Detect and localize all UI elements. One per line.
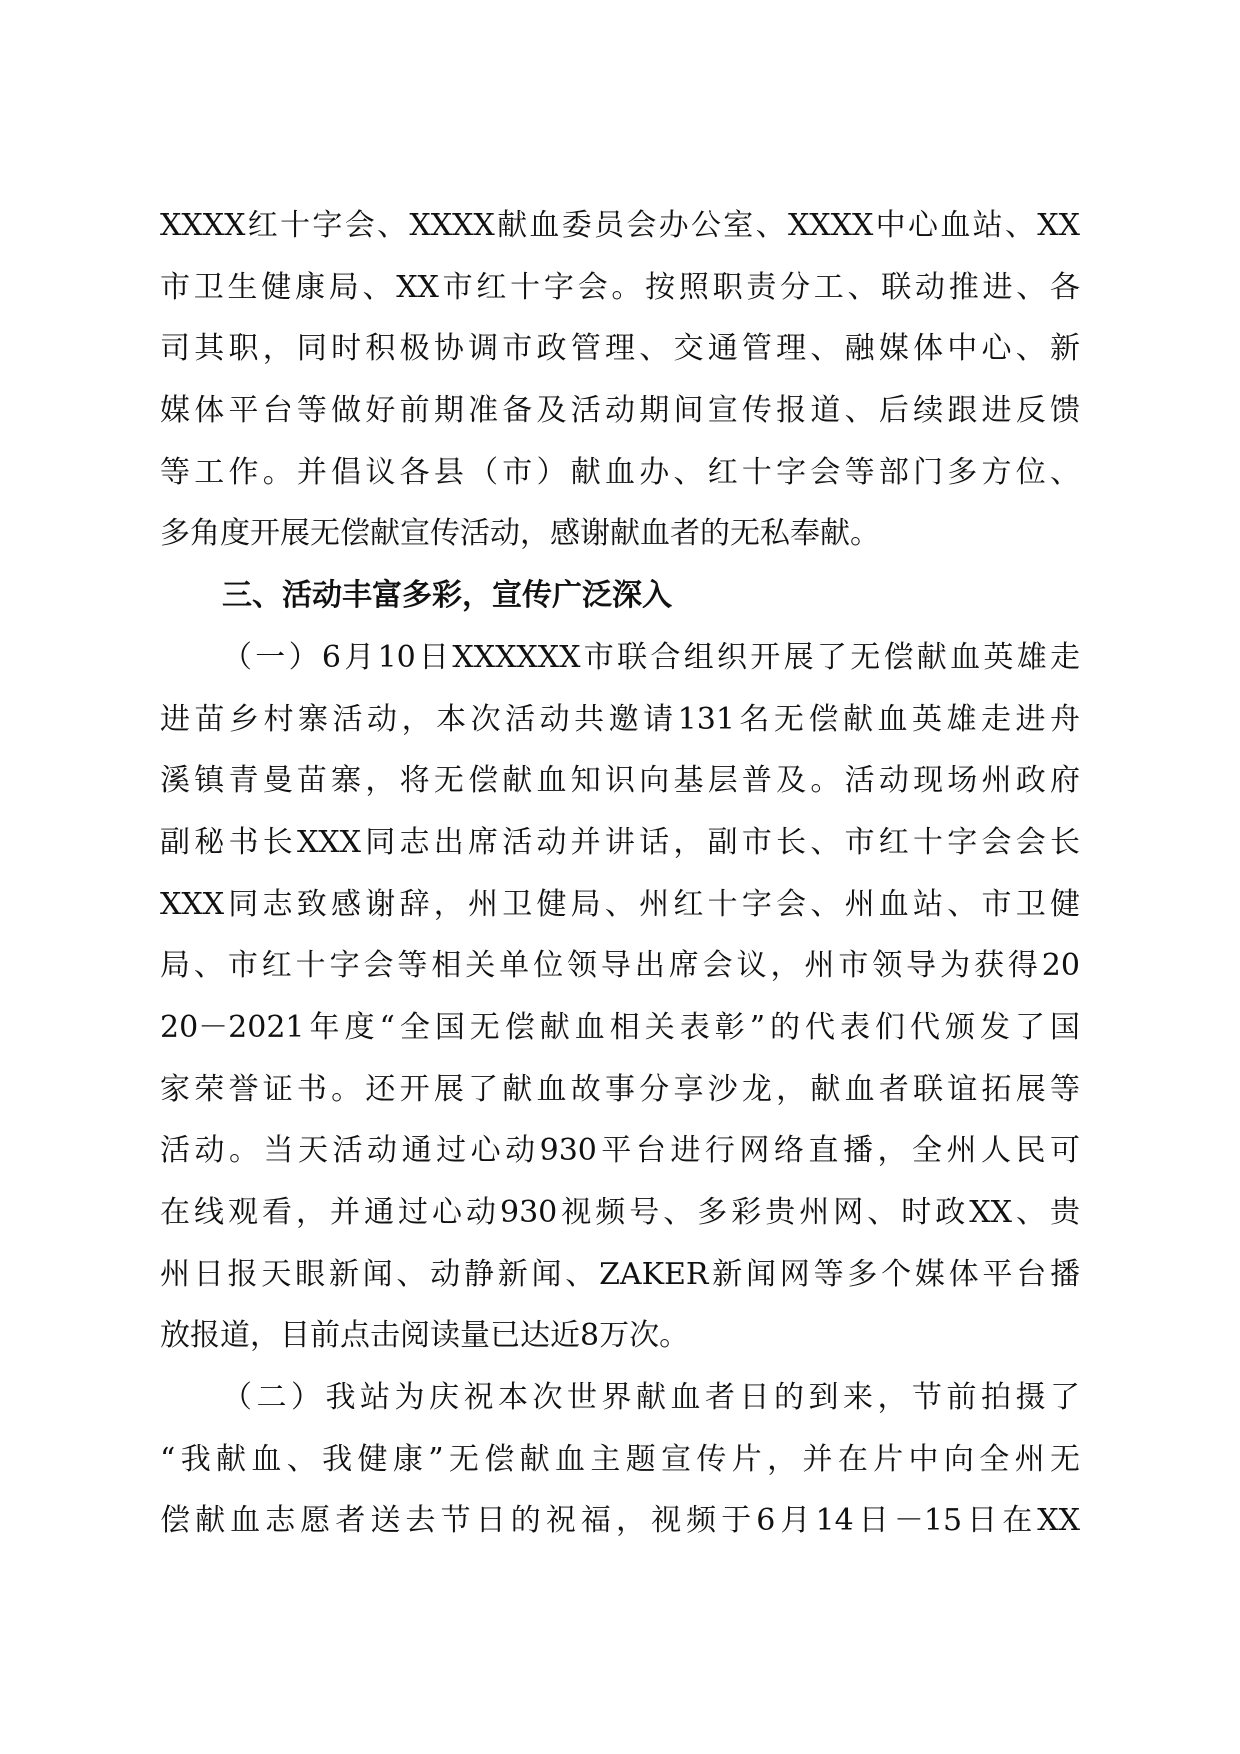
paragraph-line: “我献血、我健康”无偿献血主题宣传片，并在片中向全州无 <box>160 1441 1080 1477</box>
paragraph-line: （二）我站为庆祝本次世界献血者日的到来，节前拍摄了 <box>222 1380 1080 1416</box>
paragraph-1 <box>160 195 1080 565</box>
paragraph-3 <box>160 1367 1080 1552</box>
section-heading: 三、活动丰富多彩，宣传广泛深入 <box>222 578 672 614</box>
paragraph-line: 局、市红十字会等相关单位领导出席会议，州市领导为获得20 <box>160 948 1080 984</box>
paragraph-line: 在线观看，并通过心动930视频号、多彩贵州网、时政XX、贵 <box>160 1195 1080 1230</box>
paragraph-line: XXX同志致感谢辞，州卫健局、州红十字会、州血站、市卫健 <box>160 886 1080 922</box>
paragraph-line: XXXX红十字会、XXXX献血委员会办公室、XXXX中心血站、XX <box>160 208 1080 243</box>
document-body <box>160 195 1080 1552</box>
paragraph-line: （一）6月10日XXXXXX市联合组织开展了无偿献血英雄走 <box>222 639 1080 675</box>
paragraph-line: 家荣誉证书。还开展了献血故事分享沙龙，献血者联谊拓展等 <box>160 1071 1080 1107</box>
paragraph-line: 司其职，同时积极协调市政管理、交通管理、融媒体中心、新 <box>160 331 1080 367</box>
paragraph-line: 20－2021年度“全国无偿献血相关表彰”的代表们代颁发了国 <box>160 1009 1080 1045</box>
paragraph-line: 偿献血志愿者送去节日的祝福，视频于6月14日－15日在XX <box>160 1503 1080 1539</box>
paragraph-line: 州日报天眼新闻、动静新闻、ZAKER新闻网等多个媒体平台播 <box>160 1256 1080 1292</box>
paragraph-line: 多角度开展无偿献宣传活动，感谢献血者的无私奉献。 <box>160 516 880 552</box>
paragraph-line: 等工作。并倡议各县（市）献血办、红十字会等部门多方位、 <box>160 454 1080 490</box>
paragraph-line: 放报道，目前点击阅读量已达近8万次。 <box>160 1318 690 1354</box>
paragraph-2 <box>160 627 1080 1367</box>
paragraph-line: 市卫生健康局、XX市红十字会。按照职责分工、联动推进、各 <box>160 269 1080 305</box>
paragraph-line: 副秘书长XXX同志出席活动并讲话，副市长、市红十字会会长 <box>160 824 1080 860</box>
paragraph-line: 活动。当天活动通过心动930平台进行网络直播，全州人民可 <box>160 1133 1080 1169</box>
paragraph-line: 溪镇青曼苗寨，将无偿献血知识向基层普及。活动现场州政府 <box>160 763 1080 799</box>
paragraph-line: 进苗乡村寨活动，本次活动共邀请131名无偿献血英雄走进舟 <box>160 701 1080 737</box>
paragraph-line: 媒体平台等做好前期准备及活动期间宣传报道、后续跟进反馈 <box>160 393 1080 429</box>
